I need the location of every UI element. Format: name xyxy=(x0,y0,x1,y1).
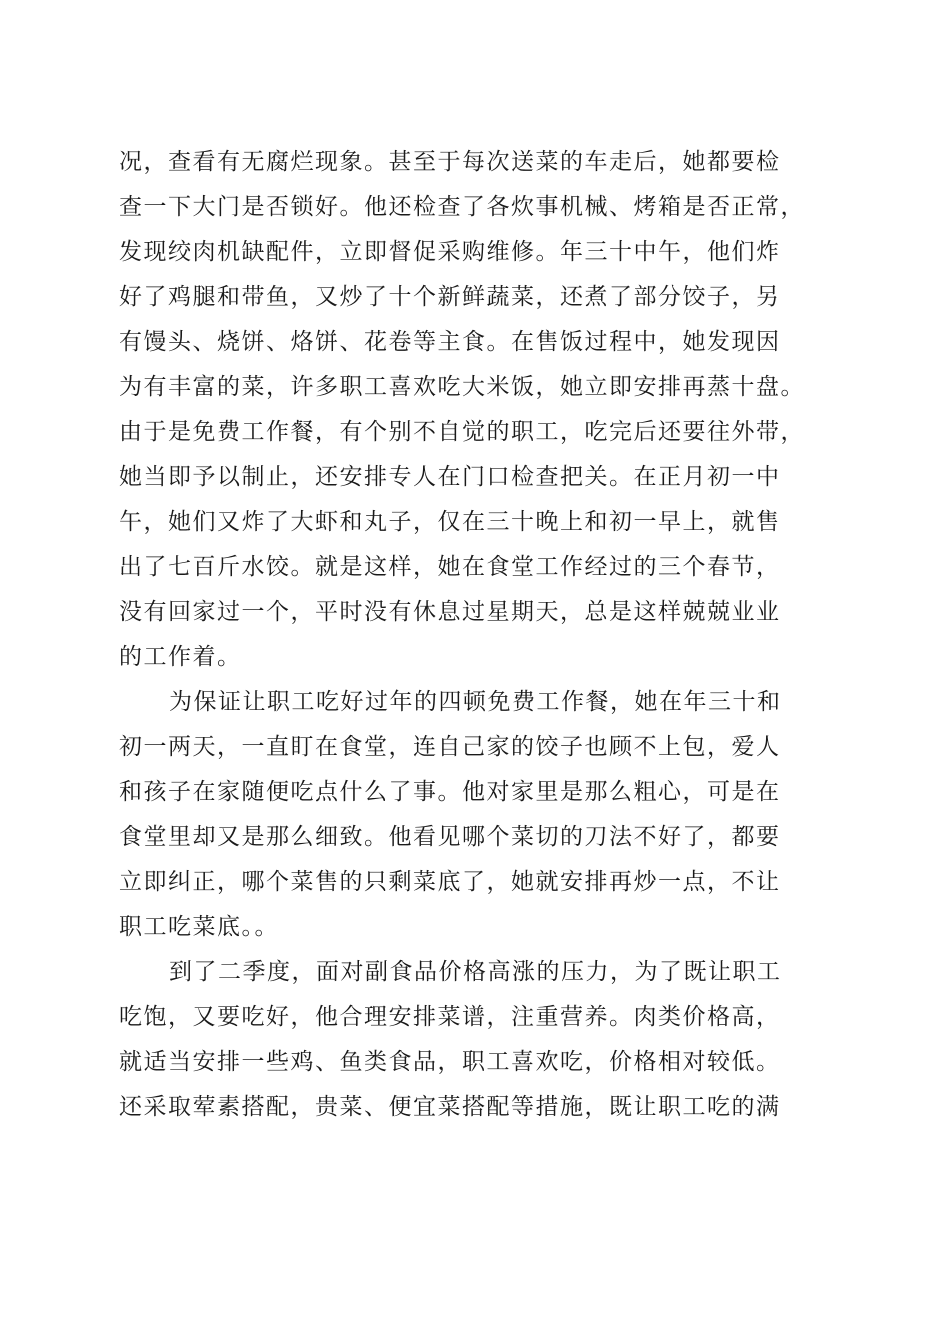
text-line: 出了七百斤水饺。就是这样，她在食堂工作经过的三个春节， xyxy=(119,554,781,580)
text-line: 还采取荤素搭配，贵菜、便宜菜搭配等措施，既让职工吃的满 xyxy=(119,1094,781,1120)
text-line: 她当即予以制止，还安排专人在门口检查把关。在正月初一中 xyxy=(119,464,781,490)
text-line: 就适当安排一些鸡、鱼类食品，职工喜欢吃，价格相对较低。 xyxy=(119,1049,781,1075)
text-line: 午，她们又炸了大虾和丸子，仅在三十晚上和初一早上，就售 xyxy=(119,509,781,535)
text-line: 由于是免费工作餐，有个别不自觉的职工，吃完后还要往外带， xyxy=(119,419,805,445)
text-line: 为有丰富的菜，许多职工喜欢吃大米饭，她立即安排再蒸十盘。 xyxy=(119,374,805,400)
paragraph-start-line: 到了二季度，面对副食品价格高涨的压力，为了既让职工 xyxy=(169,959,782,985)
text-line: 况，查看有无腐烂现象。甚至于每次送菜的车走后，她都要检 xyxy=(119,149,781,175)
text-line: 好了鸡腿和带鱼，又炒了十个新鲜蔬菜，还煮了部分饺子，另 xyxy=(119,284,781,310)
text-line: 没有回家过一个，平时没有休息过星期天，总是这样兢兢业业 xyxy=(119,599,781,625)
text-line: 和孩子在家随便吃点什么了事。他对家里是那么粗心，可是在 xyxy=(119,779,781,805)
text-line: 有馒头、烧饼、烙饼、花卷等主食。在售饭过程中，她发现因 xyxy=(119,329,781,355)
text-line: 查一下大门是否锁好。他还检查了各炊事机械、烤箱是否正常， xyxy=(119,194,805,220)
text-line: 初一两天，一直盯在食堂，连自己家的饺子也顾不上包，爱人 xyxy=(119,734,781,760)
text-line: 的工作着。 xyxy=(119,644,242,670)
text-line: 发现绞肉机缺配件，立即督促采购维修。年三十中午，他们炸 xyxy=(119,239,781,265)
paragraph-start-line: 为保证让职工吃好过年的四顿免费工作餐，她在年三十和 xyxy=(169,689,782,715)
text-line: 职工吃菜底。。 xyxy=(119,914,279,940)
text-line: 吃饱，又要吃好，他合理安排菜谱，注重营养。肉类价格高， xyxy=(119,1004,781,1030)
text-line: 食堂里却又是那么细致。他看见哪个菜切的刀法不好了，都要 xyxy=(119,824,781,850)
text-line: 立即纠正，哪个菜售的只剩菜底了，她就安排再炒一点，不让 xyxy=(119,869,781,895)
body-text xyxy=(119,140,839,1130)
